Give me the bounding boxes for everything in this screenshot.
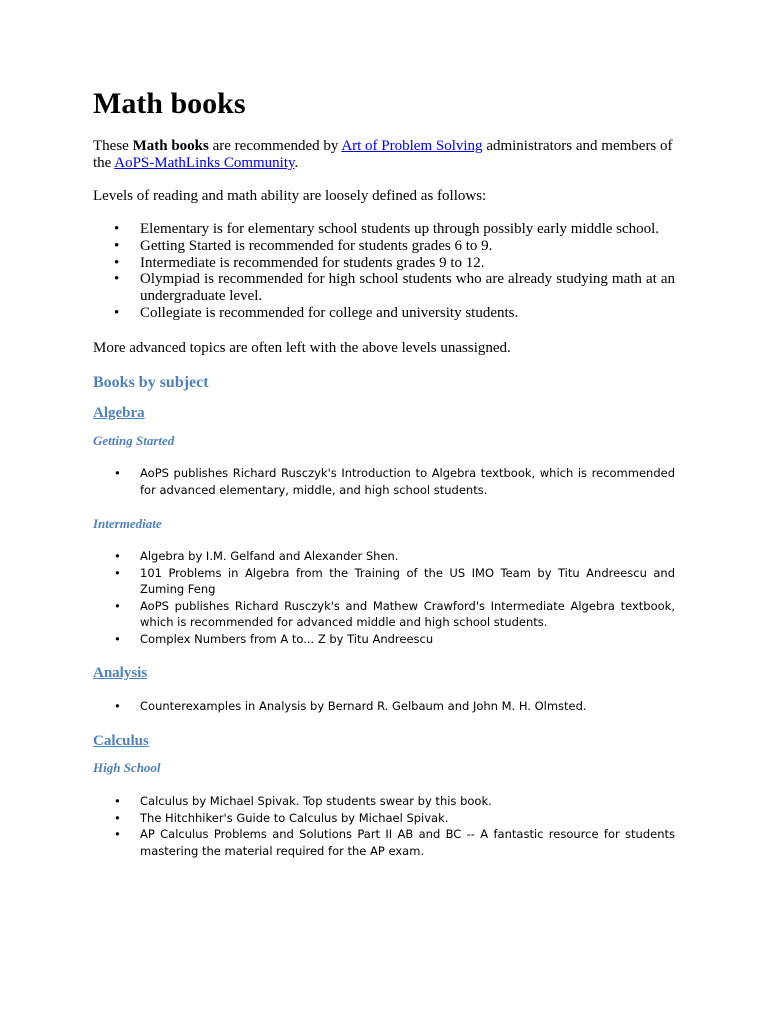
- list-item: • Algebra by I.M. Gelfand and Alexander Shen.: [93, 548, 675, 565]
- list-item: • Counterexamples in Analysis by Bernard R. Gelbaum and John M. H. Olmsted.: [93, 698, 675, 715]
- list-item: • Collegiate is recommended for college and university students.: [93, 305, 675, 322]
- intro-after-link: administrators and members of the: [93, 138, 673, 171]
- analysis-list: [93, 698, 675, 715]
- levels-intro: Levels of reading and math ability are loosely defined as follows:: [93, 188, 487, 204]
- analysis-heading[interactable]: Analysis: [93, 665, 148, 681]
- advanced-note: More advanced topics are often left with the above levels unassigned.: [93, 340, 511, 356]
- page-title: Math books: [93, 87, 246, 120]
- intro-middle: are recommended by: [208, 138, 342, 154]
- list-item: • 101 Problems in Algebra from the Training of the US IMO Team by Titu Andreescu and Zuming Feng: [93, 565, 675, 598]
- intro-bold-math-books: Math books: [132, 138, 209, 154]
- intro-prefix: These: [93, 138, 133, 154]
- list-item: • AoPS publishes Richard Rusczyk's and Mathew Crawford's Intermediate Algebra textbook, which is recommended for advanced middle and high school students.: [93, 598, 675, 631]
- list-item: • Calculus by Michael Spivak. Top students swear by this book.: [93, 793, 675, 810]
- levels-list: [93, 221, 675, 322]
- list-item: • Olympiad is recommended for high school students who are already studying math at an undergraduate level.: [93, 271, 675, 305]
- calculus-high-school-heading: High School: [93, 760, 161, 775]
- algebra-getting-started-list: [93, 465, 675, 498]
- algebra-intermediate-heading: Intermediate: [93, 516, 162, 531]
- list-item: • AP Calculus Problems and Solutions Part II AB and BC -- A fantastic resource for students mastering the material required for the AP exam.: [93, 826, 675, 859]
- list-item: • Elementary is for elementary school students up through possibly early middle school.: [93, 221, 675, 238]
- list-item: • Complex Numbers from A to... Z by Titu Andreescu: [93, 631, 675, 648]
- calculus-heading[interactable]: Calculus: [93, 733, 149, 749]
- books-by-subject-heading: Books by subject: [93, 374, 209, 391]
- list-item: • The Hitchhiker's Guide to Calculus by Michael Spivak.: [93, 810, 675, 827]
- list-item: • AoPS publishes Richard Rusczyk's Introduction to Algebra textbook, which is recommended for advanced elementary, middle, and high school students.: [93, 465, 675, 498]
- intro-suffix: .: [294, 155, 299, 171]
- list-item: • Intermediate is recommended for students grades 9 to 12.: [93, 255, 675, 272]
- aops-mathlinks-community-link[interactable]: AoPS-MathLinks Community: [114, 155, 295, 171]
- calculus-high-school-list: [93, 793, 675, 859]
- algebra-intermediate-list: [93, 548, 675, 647]
- algebra-heading[interactable]: Algebra: [93, 405, 145, 421]
- list-item: • Getting Started is recommended for students grades 6 to 9.: [93, 238, 675, 255]
- art-of-problem-solving-link[interactable]: Art of Problem Solving: [341, 138, 483, 154]
- intro-paragraph: [93, 138, 675, 172]
- algebra-getting-started-heading: Getting Started: [93, 433, 175, 448]
